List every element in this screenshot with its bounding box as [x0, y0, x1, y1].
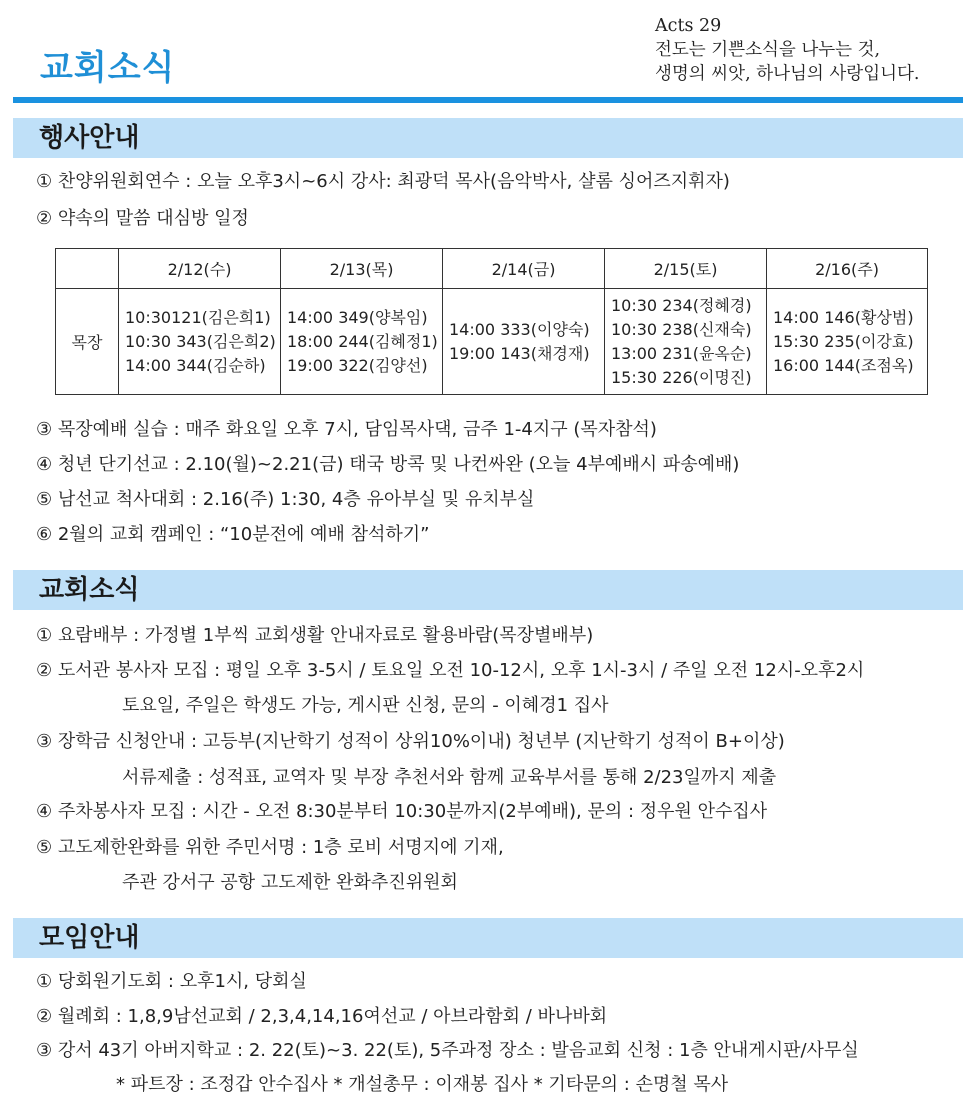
news-item: ③ 장학금 신청안내 : 고등부(지난학기 성적이 상위10%이내) 청년부 (지난학기 성적이 B+이상)	[36, 731, 785, 752]
schedule-entry: 13:00 231(윤옥순)	[611, 343, 752, 363]
news-item-continuation: 서류제출 : 성적표, 교역자 및 부장 추천서와 함께 교육부서를 통해 2/23일까지 제출	[122, 767, 777, 788]
table-header-date: 2/12(수)	[119, 249, 281, 289]
motto-line: 전도는 기쁜소식을 나누는 것,	[655, 40, 881, 60]
news-item: ② 도서관 봉사자 모집 : 평일 오후 3-5시 / 토요일 오전 10-12시, 오후 1시-3시 / 주일 오전 12시-오후2시	[36, 660, 865, 681]
header-divider	[13, 97, 963, 103]
schedule-entry: 10:30 234(정혜경)	[611, 295, 752, 315]
motto-line: 생명의 씨앗, 하나님의 사랑입니다.	[655, 64, 920, 84]
table-header-date: 2/13(목)	[281, 249, 443, 289]
schedule-entry: 15:30 226(이명진)	[611, 367, 752, 387]
schedule-entry: 10:30121(김은희1)	[125, 307, 271, 327]
schedule-entry: 18:00 244(김혜정1)	[287, 331, 438, 351]
event-item: ⑥ 2월의 교회 캠페인 : “10분전에 예배 참석하기”	[36, 524, 430, 545]
meeting-item: ③ 강서 43기 아버지학교 : 2. 22(토)~3. 22(토), 5주과정 장소 : 발음교회 신청 : 1층 안내게시판/사무실	[36, 1040, 859, 1061]
event-item: ③ 목장예배 실습 : 매주 화요일 오후 7시, 담임목사댁, 금주 1-4지구 (목자참석)	[36, 419, 657, 440]
section-heading-news: 교회소식	[13, 570, 963, 610]
page-title: 교회소식	[40, 48, 176, 88]
section-heading-meetings: 모임안내	[13, 918, 963, 958]
table-row	[56, 289, 928, 395]
schedule-entry: 14:00 344(김순하)	[125, 355, 266, 375]
schedule-entry: 14:00 349(양복임)	[287, 307, 428, 327]
table-cell	[443, 289, 605, 395]
news-item: ⑤ 고도제한완화를 위한 주민서명 : 1층 로비 서명지에 기재,	[36, 837, 504, 858]
table-header-date: 2/15(토)	[605, 249, 767, 289]
schedule-entry: 10:30 238(신재숙)	[611, 319, 752, 339]
motto	[655, 14, 975, 86]
section-heading-events: 행사안내	[13, 118, 963, 158]
row-label: 목장	[56, 289, 119, 395]
table-corner	[56, 249, 119, 289]
event-item: ① 찬양위원회연수 : 오늘 오후3시~6시 강사: 최광덕 목사(음악박사, 샬롬 싱어즈지휘자)	[36, 171, 730, 192]
meeting-item-continuation: * 파트장 : 조정갑 안수집사 * 개설총무 : 이재봉 집사 * 기타문의 : 손명철 목사	[116, 1074, 729, 1095]
schedule-entry: 15:30 235(이강효)	[773, 331, 914, 351]
event-item: ④ 청년 단기선교 : 2.10(월)~2.21(금) 태국 방콕 및 나컨싸완 (오늘 4부예배시 파송예배)	[36, 454, 740, 475]
table-header-date: 2/16(주)	[767, 249, 928, 289]
schedule-entry: 10:30 343(김은희2)	[125, 331, 276, 351]
event-item: ② 약속의 말씀 대심방 일정	[36, 208, 249, 229]
event-item: ⑤ 남선교 척사대회 : 2.16(주) 1:30, 4층 유아부실 및 유치부실	[36, 489, 535, 510]
schedule-entry: 14:00 146(황상범)	[773, 307, 914, 327]
table-header-date: 2/14(금)	[443, 249, 605, 289]
news-item-continuation: 토요일, 주일은 학생도 가능, 게시판 신청, 문의 - 이혜경1 집사	[122, 695, 609, 716]
schedule-entry: 19:00 322(김양선)	[287, 355, 428, 375]
table-header-row	[56, 249, 928, 289]
schedule-entry: 14:00 333(이양숙)	[449, 319, 590, 339]
schedule-entry: 19:00 143(채경재)	[449, 343, 590, 363]
schedule-entry: 16:00 144(조점옥)	[773, 355, 914, 375]
table-cell	[281, 289, 443, 395]
news-item-continuation: 주관 강서구 공항 고도제한 완화추진위원회	[122, 872, 458, 893]
table-cell	[605, 289, 767, 395]
meeting-item: ① 당회원기도회 : 오후1시, 당회실	[36, 971, 307, 992]
table-cell	[767, 289, 928, 395]
news-item: ④ 주차봉사자 모집 : 시간 - 오전 8:30분부터 10:30분까지(2부예배), 문의 : 정우원 안수집사	[36, 801, 768, 822]
news-item: ① 요람배부 : 가정별 1부씩 교회생활 안내자료로 활용바람(목장별배부)	[36, 625, 594, 646]
motto-line: Acts 29	[655, 16, 722, 36]
table-cell	[119, 289, 281, 395]
meeting-item: ② 월례회 : 1,8,9남선교회 / 2,3,4,14,16여선교 / 아브라함회 / 바나바회	[36, 1006, 608, 1027]
visitation-schedule-table	[55, 248, 928, 395]
